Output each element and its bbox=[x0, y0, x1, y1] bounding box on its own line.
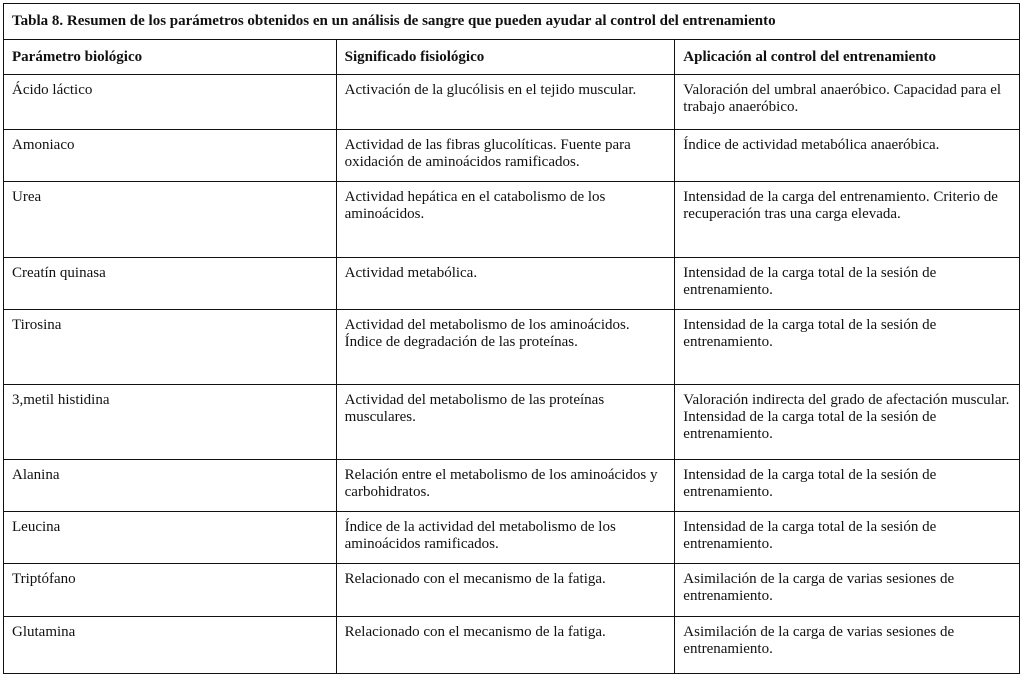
aplicacion-cell: Intensidad de la carga total de la sesión de entrenamiento. bbox=[675, 460, 1020, 512]
significado-cell: Actividad metabólica. bbox=[336, 258, 675, 310]
table-title: Tabla 8. Resumen de los parámetros obtenidos en un análisis de sangre que pueden ayudar al control del entrenamiento bbox=[4, 4, 1020, 40]
significado-cell: Actividad hepática en el catabolismo de los aminoácidos. bbox=[336, 182, 675, 258]
aplicacion-cell: Valoración del umbral anaeróbico. Capacidad para el trabajo anaeróbico. bbox=[675, 75, 1020, 130]
significado-cell: Relacionado con el mecanismo de la fatiga. bbox=[336, 617, 675, 674]
table-row bbox=[4, 182, 1020, 258]
table-row bbox=[4, 75, 1020, 130]
aplicacion-cell: Intensidad de la carga del entrenamiento. Criterio de recuperación tras una carga elevada. bbox=[675, 182, 1020, 258]
aplicacion-cell: Asimilación de la carga de varias sesiones de entrenamiento. bbox=[675, 617, 1020, 674]
parametro-cell: Tirosina bbox=[4, 310, 337, 385]
significado-cell: Activación de la glucólisis en el tejido muscular. bbox=[336, 75, 675, 130]
header-aplicacion: Aplicación al control del entrenamiento bbox=[675, 40, 1020, 75]
table-row bbox=[4, 460, 1020, 512]
parametro-cell: Leucina bbox=[4, 512, 337, 564]
significado-cell: Actividad del metabolismo de las proteínas musculares. bbox=[336, 385, 675, 460]
parametro-cell: Creatín quinasa bbox=[4, 258, 337, 310]
table-header-row bbox=[4, 40, 1020, 75]
significado-cell: Índice de la actividad del metabolismo de los aminoácidos ramificados. bbox=[336, 512, 675, 564]
parametro-cell: Ácido láctico bbox=[4, 75, 337, 130]
table-row bbox=[4, 512, 1020, 564]
table-row bbox=[4, 310, 1020, 385]
table-row bbox=[4, 617, 1020, 674]
aplicacion-cell: Intensidad de la carga total de la sesión de entrenamiento. bbox=[675, 310, 1020, 385]
table-row bbox=[4, 258, 1020, 310]
parametro-cell: Urea bbox=[4, 182, 337, 258]
parametro-cell: Amoniaco bbox=[4, 130, 337, 182]
table-row bbox=[4, 385, 1020, 460]
aplicacion-cell: Índice de actividad metabólica anaeróbica. bbox=[675, 130, 1020, 182]
aplicacion-cell: Intensidad de la carga total de la sesión de entrenamiento. bbox=[675, 258, 1020, 310]
header-parametro: Parámetro biológico bbox=[4, 40, 337, 75]
aplicacion-cell: Valoración indirecta del grado de afectación muscular. Intensidad de la carga total de la sesión de entrenamiento. bbox=[675, 385, 1020, 460]
parametro-cell: Glutamina bbox=[4, 617, 337, 674]
significado-cell: Relación entre el metabolismo de los aminoácidos y carbohidratos. bbox=[336, 460, 675, 512]
header-significado: Significado fisiológico bbox=[336, 40, 675, 75]
parametro-cell: 3,metil histidina bbox=[4, 385, 337, 460]
parametro-cell: Alanina bbox=[4, 460, 337, 512]
parameters-table bbox=[3, 3, 1020, 674]
significado-cell: Relacionado con el mecanismo de la fatiga. bbox=[336, 564, 675, 617]
aplicacion-cell: Asimilación de la carga de varias sesiones de entrenamiento. bbox=[675, 564, 1020, 617]
parametro-cell: Triptófano bbox=[4, 564, 337, 617]
significado-cell: Actividad del metabolismo de los aminoácidos. Índice de degradación de las proteínas. bbox=[336, 310, 675, 385]
table-row bbox=[4, 564, 1020, 617]
significado-cell: Actividad de las fibras glucolíticas. Fuente para oxidación de aminoácidos ramificados. bbox=[336, 130, 675, 182]
table-title-row bbox=[4, 4, 1020, 40]
aplicacion-cell: Intensidad de la carga total de la sesión de entrenamiento. bbox=[675, 512, 1020, 564]
table-row bbox=[4, 130, 1020, 182]
